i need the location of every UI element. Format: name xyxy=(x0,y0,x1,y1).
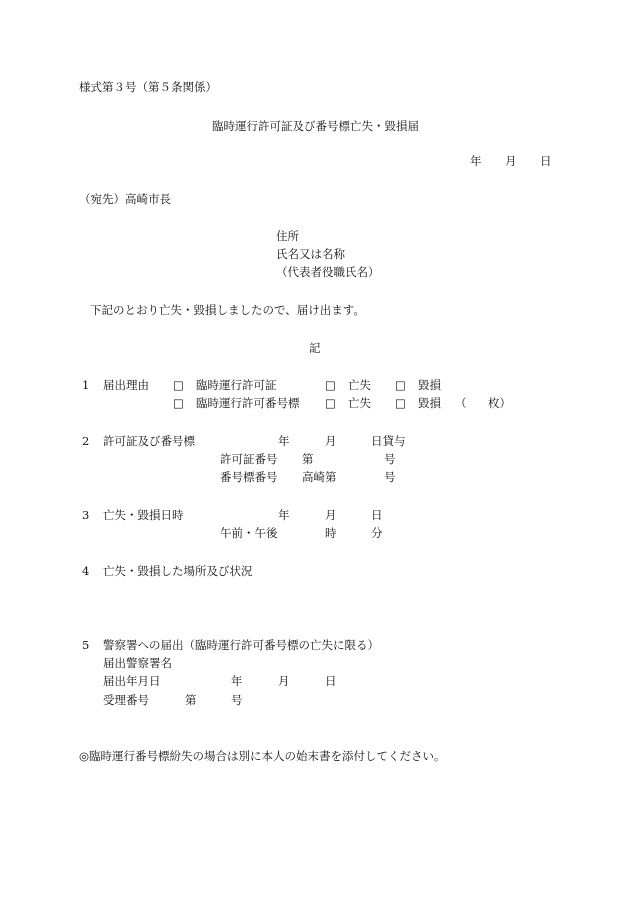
plate-number-label: 番号標番号 xyxy=(220,470,278,484)
date-day: 日 xyxy=(540,154,552,168)
lost-year: 年 xyxy=(278,508,290,522)
report-date-label: 届出年月日 xyxy=(103,674,161,688)
item-5-number: 5 xyxy=(82,638,90,652)
document-title: 臨時運行許可証及び番号標亡失・毀損届 xyxy=(212,119,419,133)
item-2-label: 許可証及び番号標 xyxy=(103,434,195,448)
lost-ampm: 午前・午後 xyxy=(220,526,278,540)
lend-month: 月 xyxy=(325,434,337,448)
report-year: 年 xyxy=(231,674,243,688)
intro-text: 下記のとおり亡失・毀損しましたので、届け出ます。 xyxy=(90,303,365,317)
receipt-number-dai: 第 xyxy=(185,693,197,707)
permit-number-go: 号 xyxy=(384,452,396,466)
item-1-number: 1 xyxy=(82,378,90,392)
item-4-number: 4 xyxy=(82,564,90,578)
lost-hour: 時 xyxy=(325,526,337,540)
permit-number-dai: 第 xyxy=(302,452,314,466)
plate-count-open: （ xyxy=(455,396,467,410)
lend-year: 年 xyxy=(278,434,290,448)
checkbox-plate[interactable]: □ xyxy=(173,396,184,410)
item-3-label: 亡失・毀損日時 xyxy=(103,508,184,522)
applicant-name-label: 氏名又は名称 xyxy=(276,247,345,261)
plate-damaged-label: 毀損 xyxy=(418,396,441,410)
plate-option-label: 臨時運行許可番号標 xyxy=(196,396,300,410)
permit-option-label: 臨時運行許可証 xyxy=(196,378,277,392)
plate-count-close: 枚） xyxy=(488,396,511,410)
receipt-number-go: 号 xyxy=(231,693,243,707)
item-1-label: 届出理由 xyxy=(103,378,149,392)
applicant-representative-label: （代表者役職氏名） xyxy=(276,265,380,279)
date-month: 月 xyxy=(505,154,517,168)
form-number: 様式第３号（第５条関係） xyxy=(79,80,217,94)
applicant-address-label: 住所 xyxy=(276,229,299,243)
police-station-label: 届出警察署名 xyxy=(103,656,172,670)
checkbox-plate-damaged[interactable]: □ xyxy=(395,396,406,410)
plate-number-dai: 高崎第 xyxy=(302,470,337,484)
item-4-label: 亡失・毀損した場所及び状況 xyxy=(103,564,253,578)
lost-day: 日 xyxy=(371,508,383,522)
item-3-number: 3 xyxy=(82,508,90,522)
lost-month: 月 xyxy=(325,508,337,522)
report-month: 月 xyxy=(278,674,290,688)
lend-day: 日貸与 xyxy=(371,434,406,448)
date-year: 年 xyxy=(470,154,482,168)
permit-number-label: 許可証番号 xyxy=(220,452,278,466)
plate-lost-label: 亡失 xyxy=(348,396,371,410)
checkbox-plate-lost[interactable]: □ xyxy=(325,396,336,410)
addressee: （宛先）高崎市長 xyxy=(79,192,171,206)
permit-damaged-label: 毀損 xyxy=(418,378,441,392)
checkbox-permit-lost[interactable]: □ xyxy=(325,378,336,392)
lost-minute: 分 xyxy=(371,526,383,540)
plate-number-go: 号 xyxy=(384,470,396,484)
item-5-label: 警察署への届出（臨時運行許可番号標の亡失に限る） xyxy=(103,638,379,652)
footnote: ◎臨時運行番号標紛失の場合は別に本人の始末書を添付してください。 xyxy=(79,749,446,763)
item-2-number: 2 xyxy=(82,434,90,448)
ki-heading: 記 xyxy=(309,341,321,355)
permit-lost-label: 亡失 xyxy=(348,378,371,392)
checkbox-permit[interactable]: □ xyxy=(173,378,184,392)
receipt-number-label: 受理番号 xyxy=(103,693,149,707)
report-day: 日 xyxy=(325,674,337,688)
checkbox-permit-damaged[interactable]: □ xyxy=(395,378,406,392)
